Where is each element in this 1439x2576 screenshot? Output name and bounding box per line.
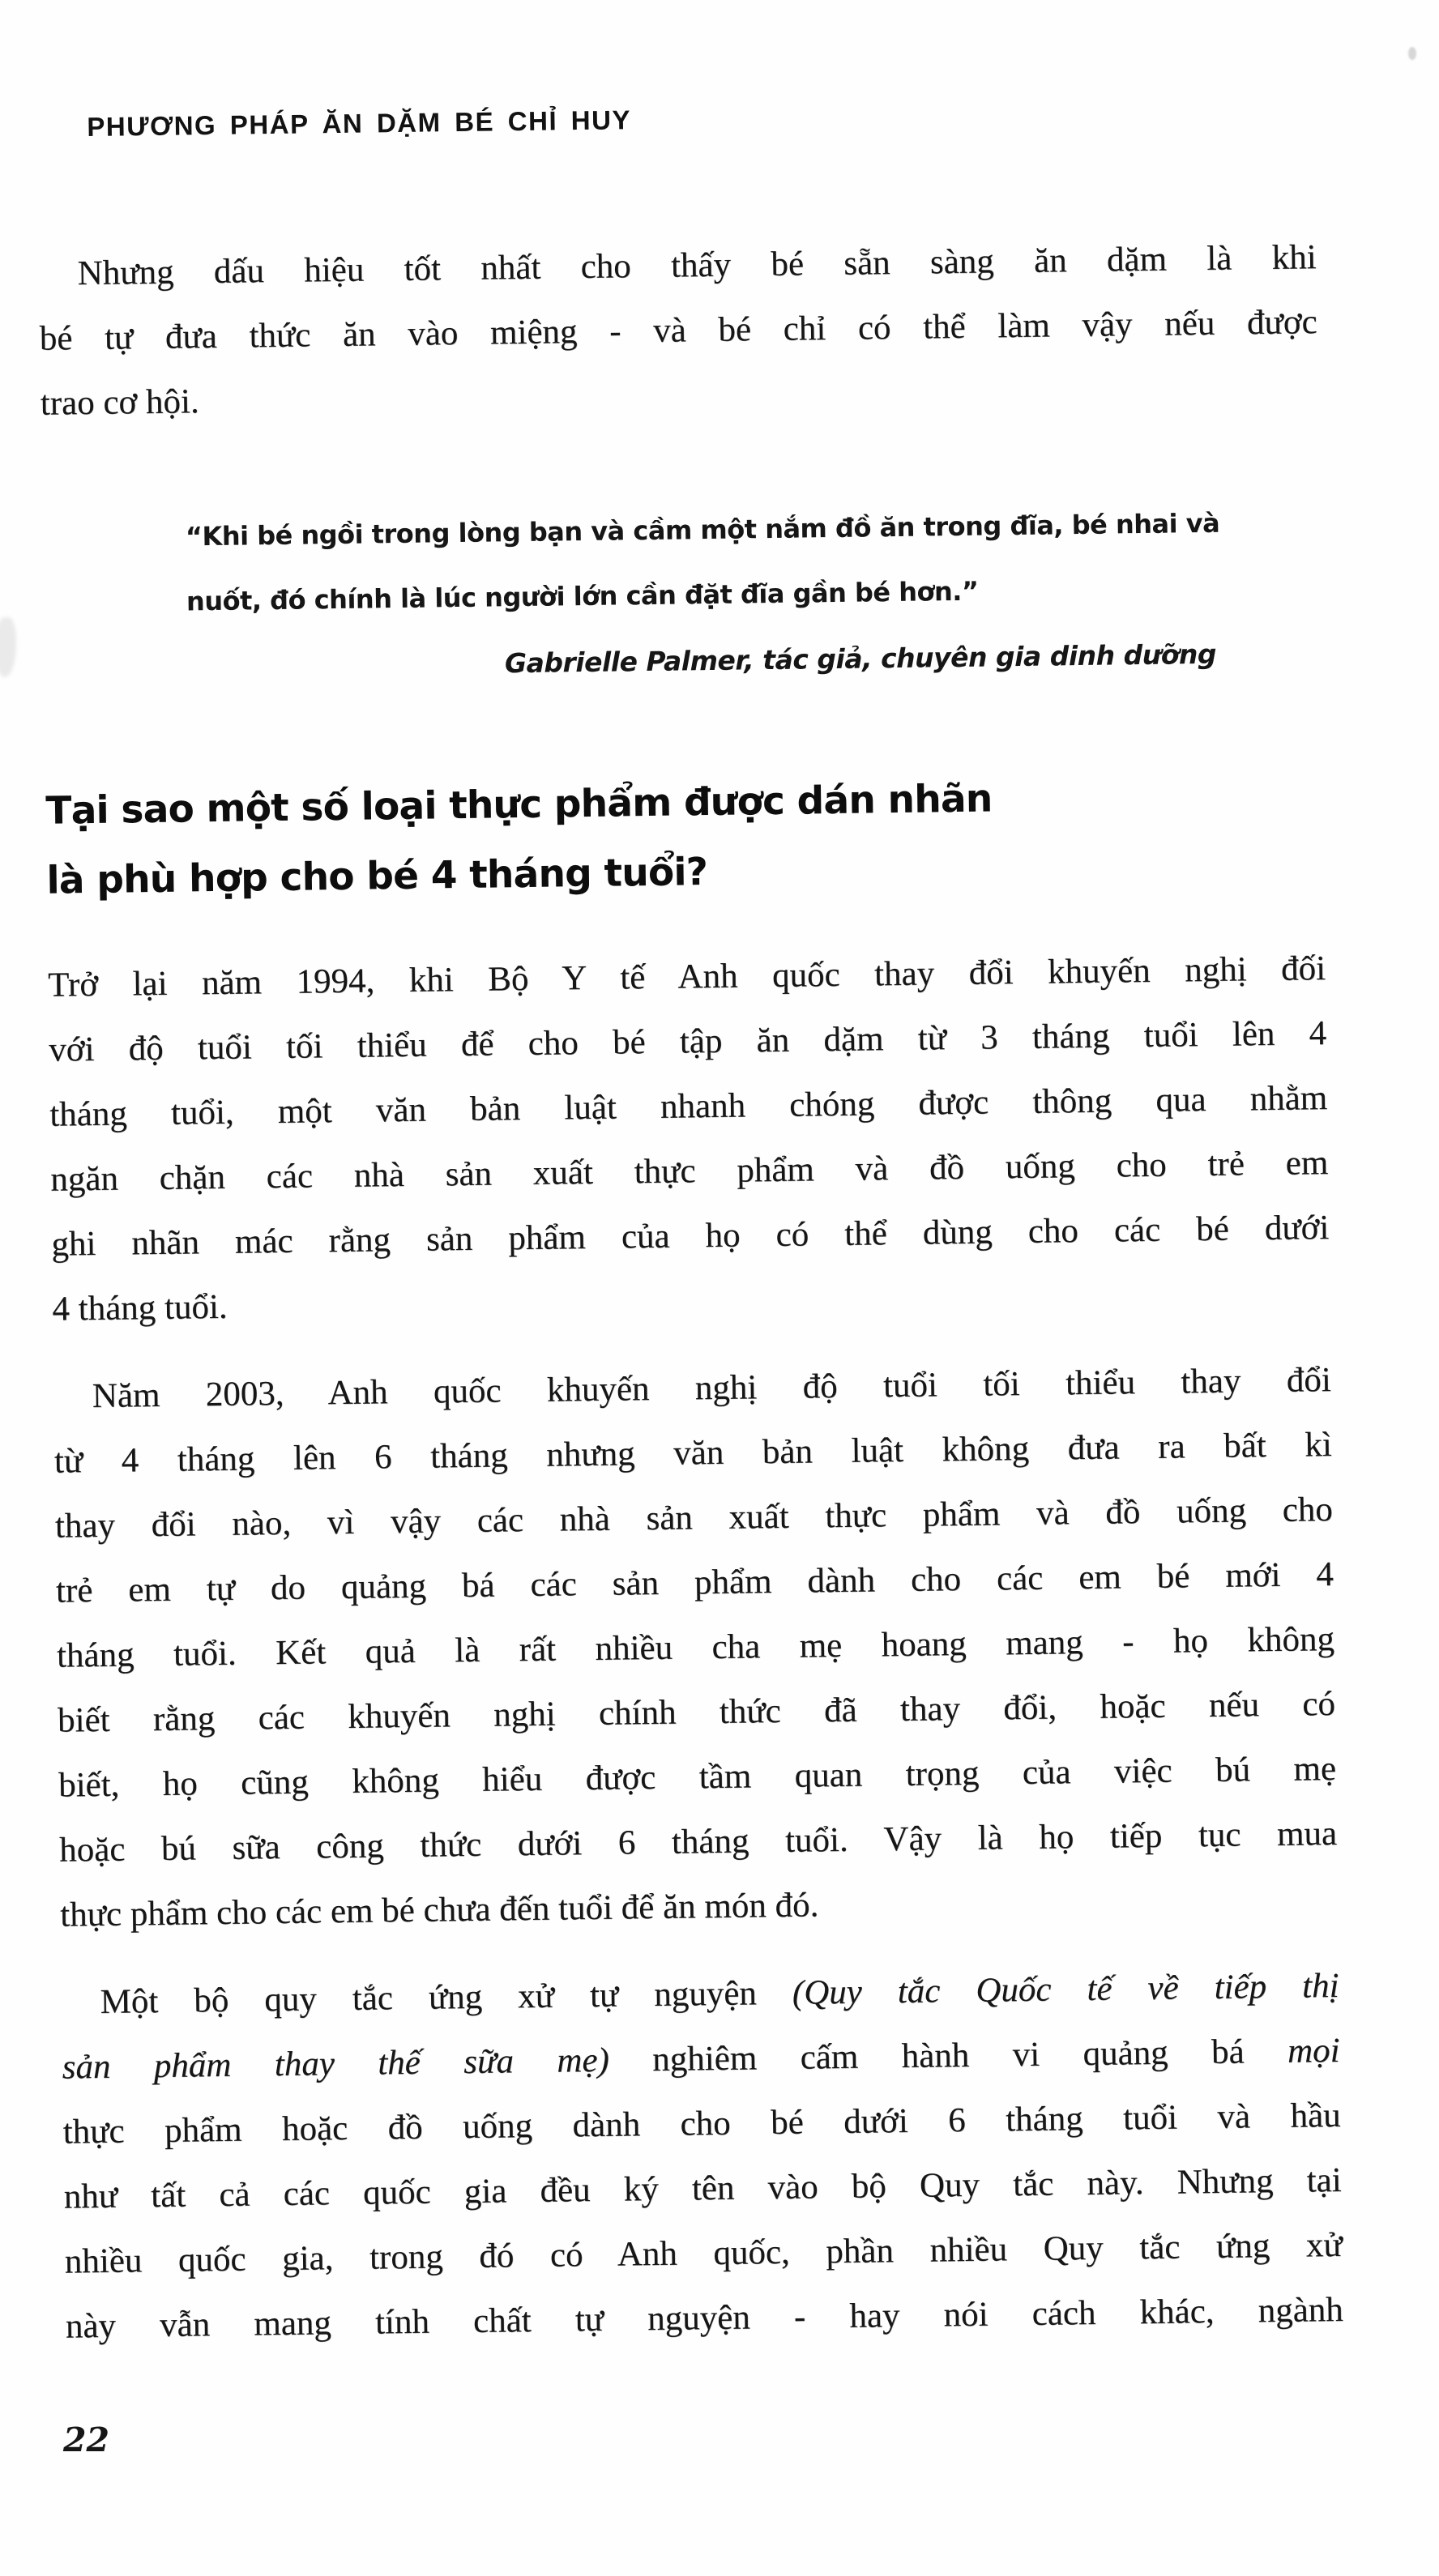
text-line: trao cơ hội. bbox=[40, 382, 199, 423]
text-line: hoặc bú sữa công thức dưới 6 tháng tuổi. Vậy là họ tiếp tục mua bbox=[58, 1814, 1338, 1870]
text-line: thay đổi nào, vì vậy các nhà sản xuất thực phẩm và đồ uống cho bbox=[54, 1491, 1334, 1546]
text-line: bé tự đưa thức ăn vào miệng - và bé chỉ có thể làm vậy nếu được bbox=[39, 303, 1317, 358]
text-line: thực phẩm cho các em bé chưa đến tuổi để ăn món đó. bbox=[59, 1886, 819, 1934]
running-header: PHƯƠNG PHÁP ĂN DẶM BÉ CHỈ HUY bbox=[87, 104, 632, 142]
text-line: biết rằng các khuyến nghị chính thức đã thay đổi, hoặc nếu có bbox=[57, 1685, 1336, 1740]
body-text bbox=[48, 936, 1344, 2359]
text-line: tháng tuổi, một văn bản luật nhanh chóng được thông qua nhằm bbox=[49, 1079, 1328, 1134]
text-line: nuốt, đó chính là lúc người lớn cần đặt đĩa gần bé hơn.” bbox=[186, 575, 979, 617]
section-heading-line-2: là phù hợp cho bé 4 tháng tuổi? bbox=[46, 850, 708, 903]
text-line: nhiều quốc gia, trong đó có Anh quốc, phần nhiều Quy tắc ứng xử bbox=[64, 2225, 1343, 2281]
text-line: 4 tháng tuổi. bbox=[52, 1287, 228, 1329]
text-line: như tất cả các quốc gia đều ký tên vào bộ Quy tắc này. Nhưng tại bbox=[63, 2160, 1342, 2216]
paragraph bbox=[53, 1348, 1338, 1948]
text-line: ngăn chặn các nhà sản xuất thực phẩm và đồ uống cho trẻ em bbox=[50, 1144, 1329, 1199]
text-line: Năm 2003, Anh quốc khuyến nghị độ tuổi tối thiểu thay đổi bbox=[92, 1361, 1332, 1416]
text-line: sản phẩm thay thế sữa mẹ) nghiêm cấm hành vi quảng bá mọi bbox=[62, 2031, 1340, 2087]
text-line: Một bộ quy tắc ứng xử tự nguyện (Quy tắc Quốc tế về tiếp thị bbox=[100, 1966, 1339, 2021]
paragraph bbox=[61, 1954, 1343, 2360]
section-heading-line-1: Tại sao một số loại thực phẩm được dán nhãn bbox=[45, 776, 993, 834]
text-line: thực phẩm hoặc đồ uống dành cho bé dưới 6 tháng tuổi và hầu bbox=[62, 2096, 1341, 2152]
text-line: biết, họ cũng không hiểu được tầm quan trọng của việc bú mẹ bbox=[58, 1749, 1337, 1805]
text-line: Trở lại năm 1994, khi Bộ Y tế Anh quốc thay đổi khuyến nghị đối bbox=[47, 949, 1326, 1004]
intro-paragraph bbox=[38, 225, 1318, 437]
text-line: “Khi bé ngồi trong lòng bạn và cầm một nắm đồ ăn trong đĩa, bé nhai và bbox=[185, 507, 1220, 552]
text-line: ghi nhãn mác rằng sản phẩm của họ có thể dùng cho các bé dưới bbox=[51, 1209, 1330, 1264]
text-line: tháng tuổi. Kết quả là rất nhiều cha mẹ hoang mang - họ không bbox=[56, 1620, 1335, 1675]
paragraph bbox=[48, 936, 1330, 1342]
text-line: từ 4 tháng lên 6 tháng nhưng văn bản luật không đưa ra bất kì bbox=[53, 1426, 1333, 1481]
text-line: với độ tuổi tối thiểu để cho bé tập ăn dặm từ 3 tháng tuổi lên 4 bbox=[48, 1014, 1327, 1069]
page-number: 22 bbox=[63, 2420, 110, 2459]
text-line: Nhưng dấu hiệu tốt nhất cho thấy bé sẵn sàng ăn dặm là khi bbox=[77, 238, 1317, 293]
quote-block bbox=[41, 489, 1321, 636]
quote-attribution: Gabrielle Palmer, tác giả, chuyên gia dinh dưỡng bbox=[504, 638, 1217, 680]
text-line: trẻ em tự do quảng bá các sản phẩm dành cho các em bé mới 4 bbox=[55, 1555, 1334, 1610]
text-line: này vẫn mang tính chất tự nguyện - hay nói cách khác, ngành bbox=[65, 2290, 1344, 2346]
section-heading bbox=[45, 760, 1325, 916]
